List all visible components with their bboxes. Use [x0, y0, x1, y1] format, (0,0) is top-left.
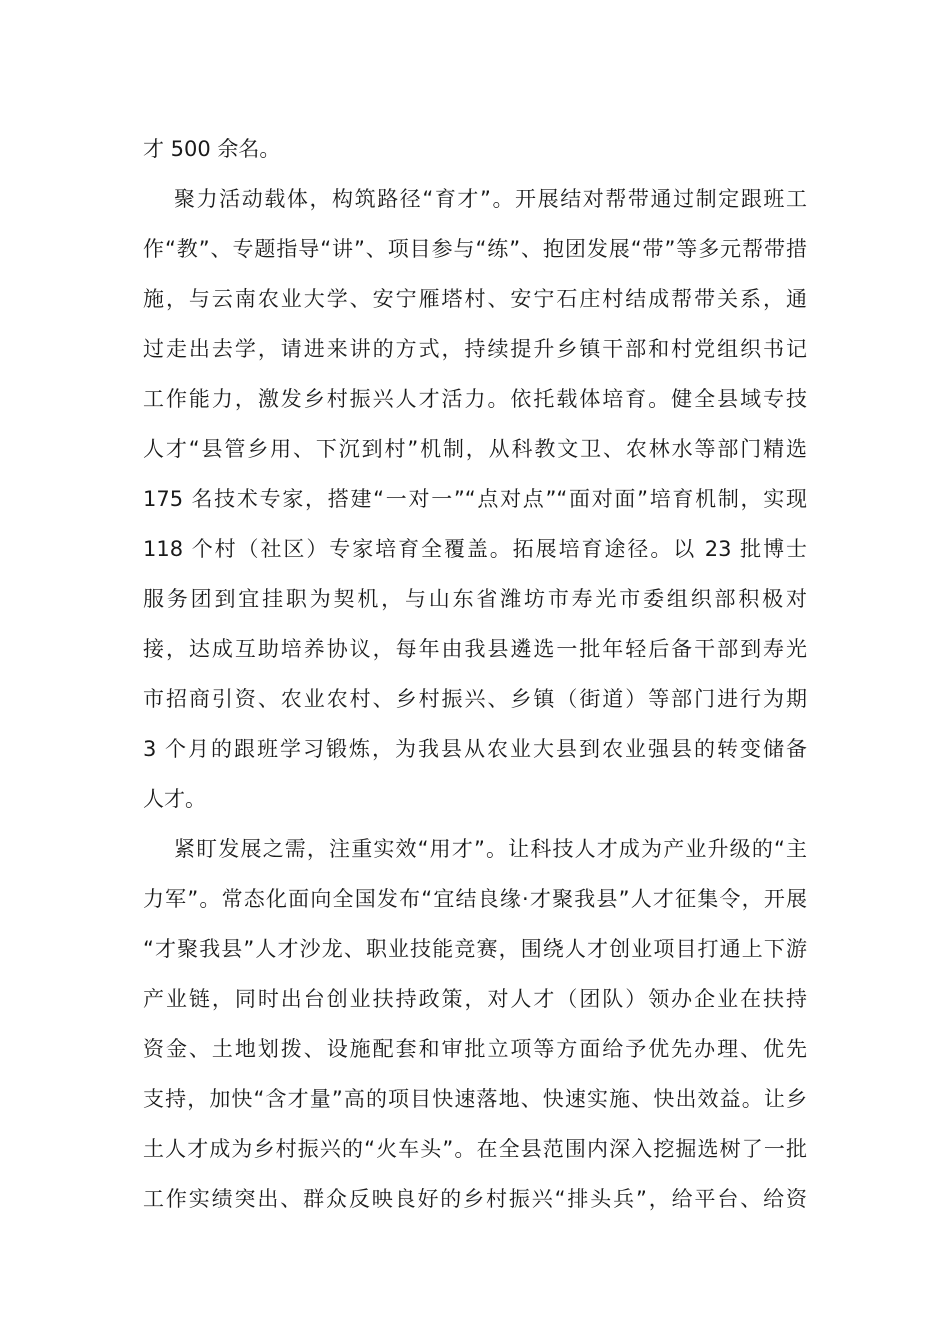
text-line: 土人才成为乡村振兴的“火车头”。在全县范围内深入挖掘选树了一批 — [143, 1137, 807, 1161]
text-line: 产业链，同时出台创业扶持政策，对人才（团队）领办企业在扶持 — [143, 987, 807, 1011]
text-line: 作“教”、专题指导“讲”、项目参与“练”、抱团发展“带”等多元帮带措 — [143, 237, 807, 261]
text-line: 资金、土地划拨、设施配套和审批立项等方面给予优先办理、优先 — [143, 1037, 807, 1061]
text-line: 施，与云南农业大学、安宁雁塔村、安宁石庄村结成帮带关系，通 — [143, 287, 807, 311]
text-line: 3 个月的跟班学习锻炼，为我县从农业大县到农业强县的转变储备 — [143, 737, 807, 761]
paragraph-start-line: 紧盯发展之需，注重实效“用才”。让科技人才成为产业升级的“主 — [174, 837, 807, 861]
text-line: 人才“县管乡用、下沉到村”机制，从科教文卫、农林水等部门精选 — [143, 437, 807, 461]
text-line: 支持，加快“含才量”高的项目快速落地、快速实施、快出效益。让乡 — [143, 1087, 807, 1111]
body-text — [143, 124, 807, 1224]
text-line: 接，达成互助培养协议，每年由我县遴选一批年轻后备干部到寿光 — [143, 637, 807, 661]
text-line: 市招商引资、农业农村、乡村振兴、乡镇（街道）等部门进行为期 — [143, 687, 807, 711]
text-line: 过走出去学，请进来讲的方式，持续提升乡镇干部和村党组织书记 — [143, 337, 807, 361]
text-line: “才聚我县”人才沙龙、职业技能竞赛，围绕人才创业项目打通上下游 — [143, 937, 807, 961]
paragraph-start-line: 聚力活动载体，构筑路径“育才”。开展结对帮带通过制定跟班工 — [174, 187, 807, 211]
paragraph-end-line: 人才。 — [143, 787, 206, 811]
text-line: 118 个村（社区）专家培育全覆盖。拓展培育途径。以 23 批博士 — [143, 537, 807, 561]
text-line: 工作能力，激发乡村振兴人才活力。依托载体培育。健全县域专技 — [143, 387, 807, 411]
text-line: 才 500 余名。 — [143, 137, 281, 161]
text-line: 服务团到宜挂职为契机，与山东省潍坊市寿光市委组织部积极对 — [143, 587, 807, 611]
text-line: 175 名技术专家，搭建“一对一”“点对点”“面对面”培育机制，实现 — [143, 487, 807, 511]
text-line: 工作实绩突出、群众反映良好的乡村振兴“排头兵”，给平台、给资 — [143, 1187, 807, 1211]
text-line: 力军”。常态化面向全国发布“宜结良缘·才聚我县”人才征集令，开展 — [143, 887, 807, 911]
